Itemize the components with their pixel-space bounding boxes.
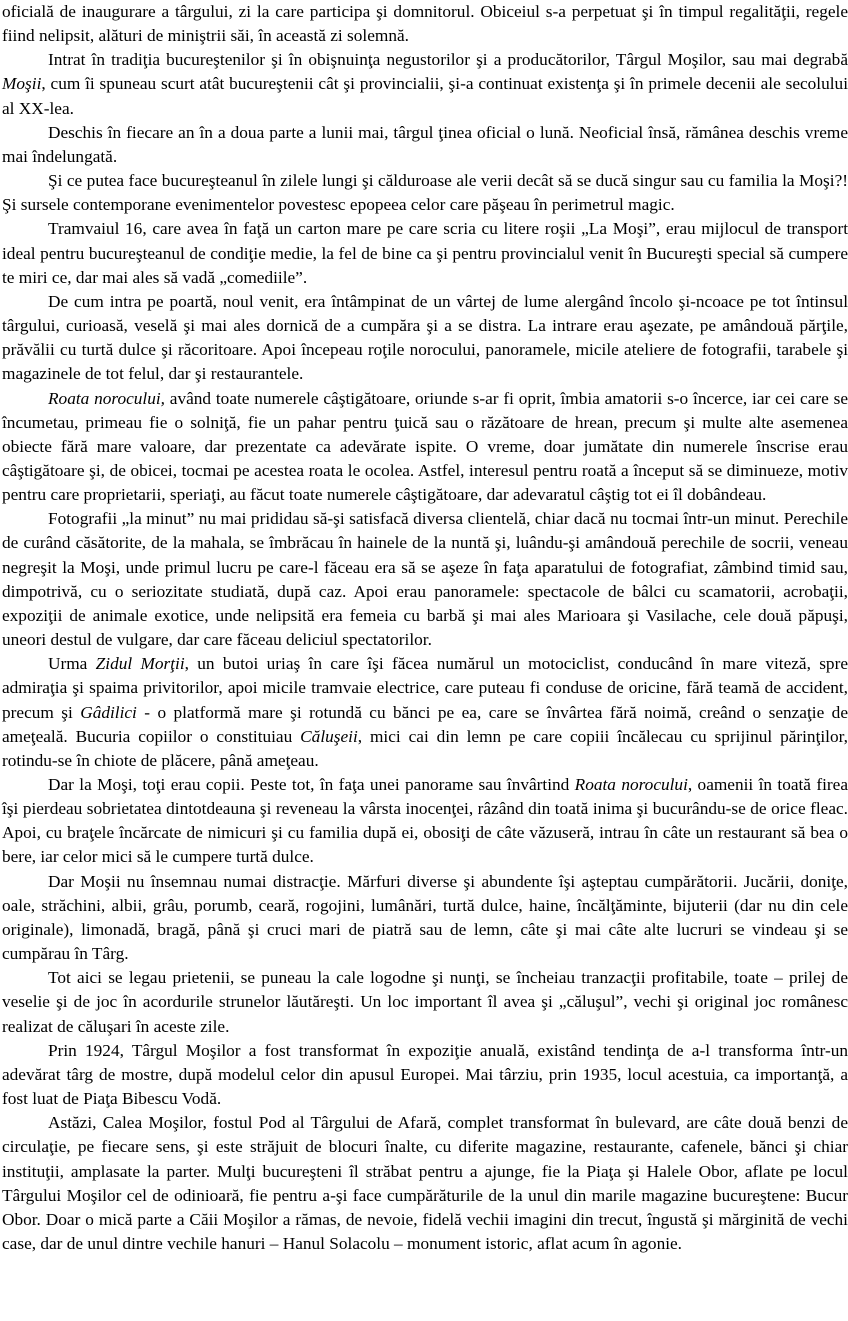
text-run: Dar la Moşi, toţi erau copii. Peste tot, în faţa unei panorame sau învârtind [48, 775, 575, 794]
text-run: având toate numerele câştigătoare, oriunde s-ar fi oprit, îmbia amatorii s-o încerce, iar cei care se încumetau, primeau fie o solniţă, fie un pahar pentru ţuică sau o răzătoare de hrean, precum şi multe alte asemenea obiecte fără mare valoare, dar prezentate ca adevărate ispite. O vreme, doar jumătate din numerele înscrise erau câştigătoare şi, de obicei, tocmai pe acestea roata le ocolea. Astfel, interesul pentru roată a început să se diminueze, motiv pentru care proprietarii, speriaţi, au făcut toate numerele câştigătoare, dar adevaratul câştig tot ei îl dobândeau. [2, 388, 848, 505]
text-run: Prin 1924, Târgul Moşilor a fost transformat în expoziţie anuală, existând tendinţa de a-l transforma într-un adevărat târg de mostre, după modelul celor din apusul Europei. Mai târziu, prin 1935, locul acestuia, ca importanţă, a fost luat de Piaţa Bibescu Vodă. [2, 1040, 848, 1109]
body-paragraph [2, 652, 848, 773]
body-paragraph [2, 966, 848, 1038]
italic-text-run: Roata norocului, [48, 388, 165, 408]
body-paragraph [2, 217, 848, 289]
body-paragraph [2, 169, 848, 217]
text-run: Urma [48, 654, 96, 674]
body-paragraph [2, 773, 848, 870]
italic-text-run: Roata norocului [574, 775, 688, 794]
text-run: , oamenii în toată firea îşi pierdeau sobrietatea dintotdeauna şi reveneau la vârsta inocenţei, râzând din toată inima şi bucurându-se de orice fleac. Apoi, cu braţele încărcate de nimicuri şi cu familia după ei, obosiţi de câte văzuseră, intrau în câte un restaurant să bea o bere, iar celor mici să le cumpere turtă dulce. [2, 775, 848, 867]
text-run: Deschis în fiecare an în a doua parte a lunii mai, târgul ţinea oficial o lună. Neoficial însă, rămânea deschis vreme mai îndelungată. [2, 122, 848, 166]
text-run: Tot aici se legau prietenii, se puneau la cale logodne şi nunţi, se încheiau tranzacţii profitabile, toate – prilej de veselie şi de joc în acordurile strunelor lăutăreşti. Un loc important îl avea şi „căluşul”, vechi şi original joc românesc realizat de căluşari în aceste zile. [2, 968, 848, 1036]
body-paragraph [2, 387, 848, 508]
italic-text-run: Gâdilici [80, 702, 137, 722]
text-run: Dar Moşii nu însemnau numai distracţie. Mărfuri diverse şi abundente îşi aşteptau cumpărătorii. Jucării, doniţe, oale, străchini, albii, grâu, porumb, ceară, rogojini, lumânări, turtă dulce, haine, încălţăminte, bijuterii (dar nu din cele originale), limonadă, bragă, până şi cruci mari de piatră sau de lemn, câte şi mai câte alte lucruri se vindeau şi se cumpărau în Târg. [2, 871, 848, 964]
text-run: , un butoi uriaş în care îşi făcea numărul un motociclist, conducând în mare viteză, spre admiraţia şi spaima privitorilor, apoi micile tramvaie electrice, care puteau fi conduse de oricine, fără teamă de accident, precum şi [2, 654, 848, 722]
text-run: , cum îi spuneau scurt atât bucureştenii cât şi provincialii, şi-a continuat existenţa şi în primele decenii ale secolului al XX-lea. [2, 74, 848, 118]
body-paragraph [2, 1039, 848, 1111]
text-run: oficială de inaugurare a târgului, zi la care participa şi domnitorul. Obiceiul s-a perpetuat şi în timpul regalităţii, regele fiind nelipsit, alături de miniştrii săi, în această zi solemnă. [2, 2, 848, 46]
text-run: Fotografii „la minut” nu mai prididau să-şi satisfacă diversa clientelă, chiar dacă nu tocmai într-un minut. Perechile de curând căsătorite, de la mahala, se îmbrăcau în hainele de la nuntă şi, luându-şi amândouă perechile de socrii, veneau negreşit la Moşi, unde primul lucru pe care-l făceau era să se aşeze în faţa aparatului de fotografiat, zâmbind timid sau, dimpotrivă, cu o seriozitate studiată, după caz. Apoi erau panoramele: spectacole de bâlci cu scamatorii, acrobaţii, expoziţii de animale exotice, unde nelipsită era femeia cu barbă şi mai ales Marioara şi Vasilache, cele două păpuşi, uneori destul de vulgare, dar care făceau deliciul spectatorilor. [2, 509, 848, 650]
body-paragraph [2, 48, 848, 120]
body-paragraph [2, 0, 848, 48]
text-run: De cum intra pe poartă, noul venit, era întâmpinat de un vârtej de lume alergând încolo şi-ncoace pe tot întinsul târgului, curioasă, veselă şi mai ales dornică de a cumpăra şi a se distra. La intrare erau aşezate, pe amândouă părţile, prăvălii cu turtă dulce şi răcoritoare. Apoi începeau roţile norocului, panoramele, micile ateliere de fotografii, tarabele şi magazinele de tot felul, dar şi restaurantele. [2, 291, 848, 384]
text-run: Tramvaiul 16, care avea în faţă un carton mare pe care scria cu litere roşii „La Moşi”, erau mijlocul de transport ideal pentru bucureşteanul de condiţie medie, la fel de bine ca şi pentru provincialul venit în Bucureşti special să cumpere te miri ce, dar mai ales să vadă „comediile”. [2, 219, 848, 287]
text-run: , mici cai din lemn pe care copiii încălecau cu sprijinul părinţilor, rotindu-se în chiote de plăcere, până ameţeau. [2, 726, 848, 770]
text-run: Intrat în tradiţia bucureştenilor şi în obişnuinţa negustorilor şi a producătorilor, Târgul Moşilor, sau mai degrabă [48, 50, 848, 70]
text-run: Şi ce putea face bucureşteanul în zilele lungi şi călduroase ale verii decât să se ducă singur sau cu familia la Moşi?! Şi sursele contemporane evenimentelor povestesc epopeea celor care păşeau în perimetrul magic. [2, 171, 848, 215]
italic-text-run: Zidul Morţii [95, 654, 185, 674]
body-paragraph [2, 507, 848, 652]
italic-text-run: Căluşeii [300, 726, 358, 746]
body-paragraph [2, 1111, 848, 1256]
text-run: - o platformă mare şi rotundă cu bănci pe ea, care se învârtea fără noimă, creând o senzaţie de ameţeală. Bucuria copiilor o constituiau [2, 702, 848, 746]
text-run: Astăzi, Calea Moşilor, fostul Pod al Târgului de Afară, complet transformat în bulevard, are câte două benzi de circulaţie, pe fiecare sens, şi este străjuit de blocuri înalte, cu diferite magazine, restaurante, cafenele, bănci şi chiar instituţii, amplasate la parter. Mulţi bucureşteni îl străbat pentru a ajunge, fie la Piaţa şi Halele Obor, aflate pe locul Târgului Moşilor cel de odinioară, fie pentru a-şi face cumpărăturile de la unul din marile magazine bucureştene: Bucur Obor. Doar o mică parte a Căii Moşilor a rămas, de nevoie, fidelă vechii imagini din trecut, îngustă şi mărginită de vechi case, dar de unul dintre vechile hanuri – Hanul Solacolu – monument istoric, aflat acum în agonie. [2, 1113, 848, 1253]
italic-text-run: Moşii [2, 74, 42, 94]
body-paragraph [2, 121, 848, 169]
body-paragraph [2, 290, 848, 387]
body-paragraph [2, 870, 848, 967]
